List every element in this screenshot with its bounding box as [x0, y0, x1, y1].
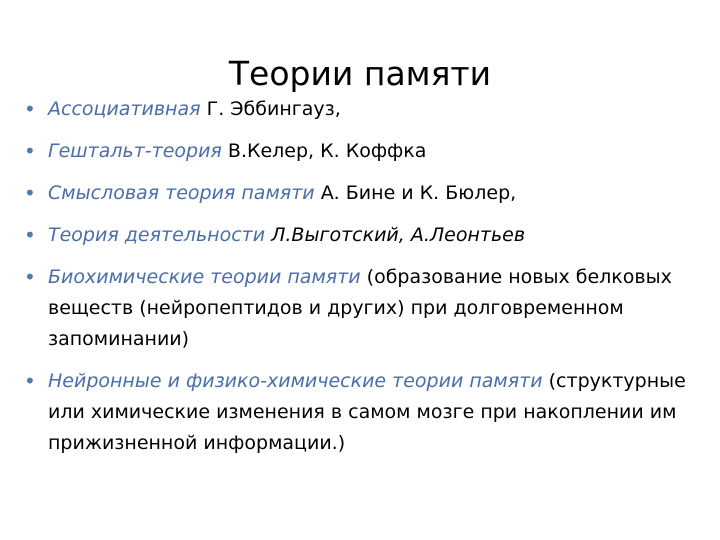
bullet-icon: •: [24, 97, 36, 121]
list-item: [24, 178, 704, 209]
theory-description: (образование новых белковых веществ (нейропептидов и других) при долговременном запоминании): [48, 266, 672, 350]
theory-authors: Л.Выготский, А.Леонтьев: [271, 224, 526, 246]
theory-term: Теория деятельности: [48, 224, 266, 246]
theory-authors: Г. Эббингауз,: [206, 98, 341, 120]
theory-authors: А. Бине и К. Бюлер,: [320, 182, 517, 204]
theory-term: Смысловая теория памяти: [48, 182, 315, 204]
theory-authors: В.Келер, К. Коффка: [227, 140, 427, 162]
list-item: [24, 94, 704, 125]
bullet-icon: •: [24, 223, 36, 247]
list-item: [24, 220, 704, 251]
bullet-icon: •: [24, 139, 36, 163]
theory-term: Гештальт-теория: [48, 140, 222, 162]
list-item: [24, 366, 704, 459]
list-item: [24, 136, 704, 167]
theory-term: Ассоциативная: [48, 98, 201, 120]
bullet-icon: •: [24, 265, 36, 289]
slide-title: Теории памяти: [228, 54, 492, 93]
bullet-icon: •: [24, 181, 36, 205]
theory-term: Нейронные и физико-химические теории памяти: [48, 370, 543, 392]
list-item: [24, 262, 704, 355]
theory-description: (структурные или химические изменения в самом мозге при накоплении им прижизненной информации.): [48, 370, 686, 454]
theory-list: [24, 94, 704, 470]
bullet-icon: •: [24, 369, 36, 393]
theory-term: Биохимические теории памяти: [48, 266, 361, 288]
